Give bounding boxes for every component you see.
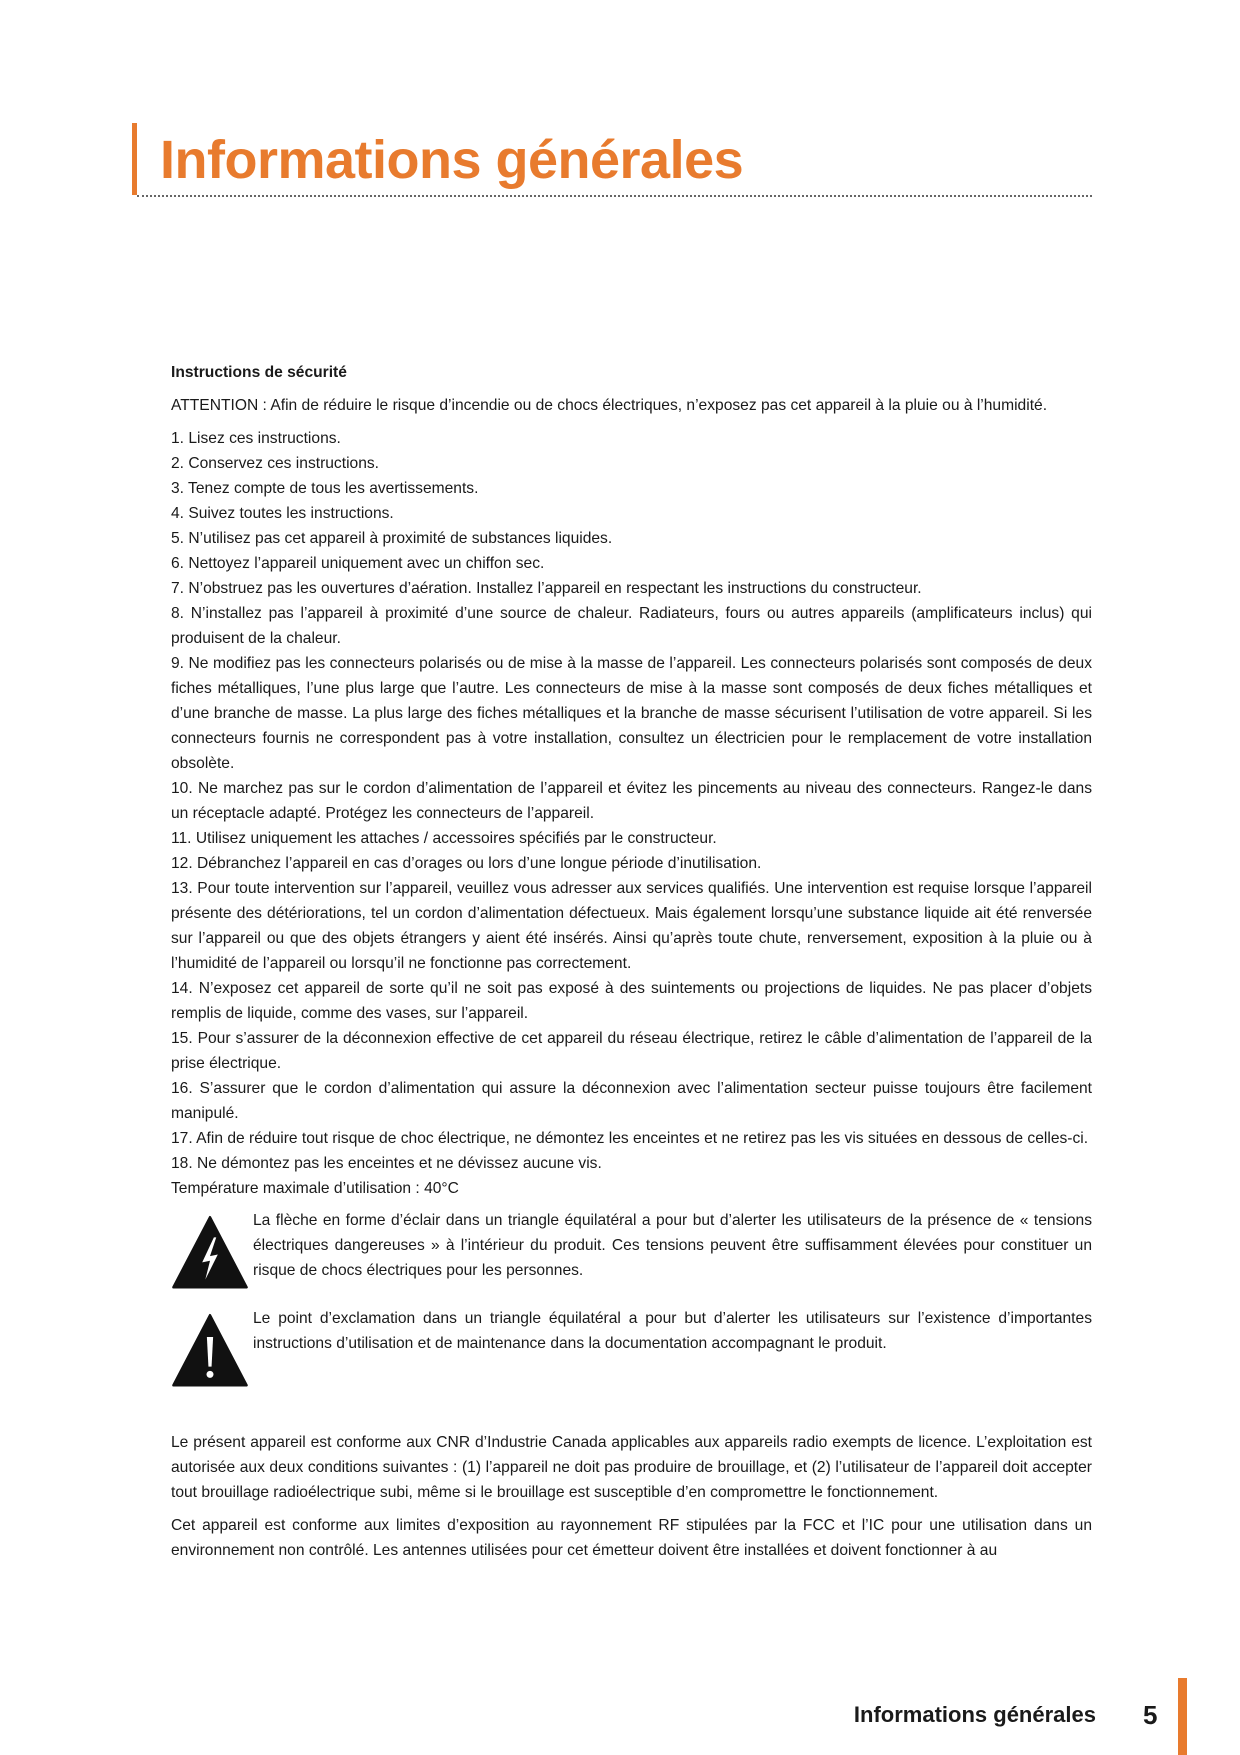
ic-compliance-paragraph: Le présent appareil est conforme aux CNR d’Industrie Canada applicables aux appareils radio exempts de licence. L’exploitation est autorisée aux deux conditions suivantes : (1) l’appareil ne doit pas produire de brouillage, et (2) l’utilisateur de l’appareil doit accepter tout brouillage radioélectrique subi, même si le brouillage est susceptible d’en compromettre le fonctionnement. [171,1434,1092,1501]
max-temperature: Température maximale d’utilisation : 40°C [171,1180,459,1197]
safety-instructions-list [171,426,1092,1176]
lightning-warning-text: La flèche en forme d’éclair dans un triangle équilatéral a pour but d’alerter les utilisateurs de la présence de « tensions électriques dangereuses » à l’intérieur du produit. Ces tensions peuvent être suffisamment élevées pour constituer un risque de chocs électriques pour les personnes. [253,1212,1092,1279]
title-accent-bar [132,123,137,195]
rf-exposure-paragraph: Cet appareil est conforme aux limites d’exposition au rayonnement RF stipulées par la FCC et l’IC pour une utilisation dans un environnement non contrôlé. Les antennes utilisées pour cet émetteur doivent être installées et doivent fonctionner à au [171,1517,1092,1559]
list-item: 15. Pour s’assurer de la déconnexion effective de cet appareil du réseau électrique, retirez le câble d’alimentation de l’appareil de la prise électrique. [171,1030,1092,1072]
list-item: 6. Nettoyez l’appareil uniquement avec un chiffon sec. [171,555,545,572]
list-item: 17. Afin de réduire tout risque de choc électrique, ne démontez les enceintes et ne retirez pas les vis situées en dessous de celles-ci. [171,1130,1089,1147]
exclamation-warning-icon [171,1312,249,1390]
exclamation-warning [171,1306,1092,1390]
list-item: 2. Conservez ces instructions. [171,455,380,472]
footer-accent-bar [1178,1678,1187,1755]
lightning-warning [171,1208,1092,1292]
list-item: 14. N’exposez cet appareil de sorte qu’il ne soit pas exposé à des suintements ou projections de liquides. Ne pas placer d’objets remplis de liquide, comme des vases, sur l’appareil. [171,980,1092,1022]
lightning-warning-icon [171,1214,249,1292]
list-item: 7. N’obstruez pas les ouvertures d’aération. Installez l’appareil en respectant les instructions du constructeur. [171,580,922,597]
page-number: 5 [1143,1700,1158,1730]
list-item: 8. N’installez pas l’appareil à proximité d’une source de chaleur. Radiateurs, fours ou autres appareils (amplificateurs inclus) qui produisent de la chaleur. [171,605,1092,647]
list-item: 10. Ne marchez pas sur le cordon d’alimentation de l’appareil et évitez les pincements au niveau des connecteurs. Rangez-le dans un réceptacle adapté. Protégez les connecteurs de l’appareil. [171,780,1092,822]
page-title: Informations générales [160,130,744,190]
list-item: 5. N’utilisez pas cet appareil à proximité de substances liquides. [171,530,613,547]
list-item: 11. Utilisez uniquement les attaches / accessoires spécifiés par le constructeur. [171,830,717,847]
exclamation-warning-text: Le point d’exclamation dans un triangle équilatéral a pour but d’alerter les utilisateurs sur l’existence d’importantes instructions d’utilisation et de maintenance dans la documentation accompagnant le produit. [253,1310,1092,1352]
safety-heading: Instructions de sécurité [171,364,347,381]
attention-paragraph: ATTENTION : Afin de réduire le risque d’incendie ou de chocs électriques, n’exposez pas cet appareil à la pluie ou à l’humidité. [171,397,1048,414]
main-content [171,360,1092,1571]
list-item: 16. S’assurer que le cordon d’alimentation qui assure la déconnexion avec l’alimentation secteur puisse toujours être facilement manipulé. [171,1080,1092,1122]
footer-section-title: Informations générales [853,1702,1096,1727]
list-item: 3. Tenez compte de tous les avertissements. [171,480,479,497]
list-item: 1. Lisez ces instructions. [171,430,341,447]
list-item: 12. Débranchez l’appareil en cas d’orages ou lors d’une longue période d’inutilisation. [171,855,762,872]
list-item: 9. Ne modifiez pas les connecteurs polarisés ou de mise à la masse de l’appareil. Les connecteurs polarisés sont composés de deux fiches métalliques, l’une plus large que l’autre. Les connecteurs de mise à la masse sont composés de deux fiches métalliques et d’une branche de masse. La plus large des fiches métalliques et la branche de masse sécurisent l’utilisation de votre appareil. Si les connecteurs fournis ne correspondent pas à votre installation, consultez un électricien pour le remplacement de votre installation obsolète. [171,655,1092,772]
list-item: 18. Ne démontez pas les enceintes et ne dévissez aucune vis. [171,1155,602,1172]
title-dotted-rule [137,195,1092,197]
list-item: 4. Suivez toutes les instructions. [171,505,394,522]
list-item: 13. Pour toute intervention sur l’appareil, veuillez vous adresser aux services qualifiés. Une intervention est requise lorsque l’appareil présente des détériorations, tel un cordon d’alimentation défectueux. Mais également lorsqu’une substance liquide ait été renversée sur l’appareil ou que des objets étrangers y aient été insérés. Ainsi qu’après toute chute, renversement, exposition à la pluie ou à l’humidité de l’appareil ou lorsqu’il ne fonctionne pas correctement. [171,880,1092,972]
